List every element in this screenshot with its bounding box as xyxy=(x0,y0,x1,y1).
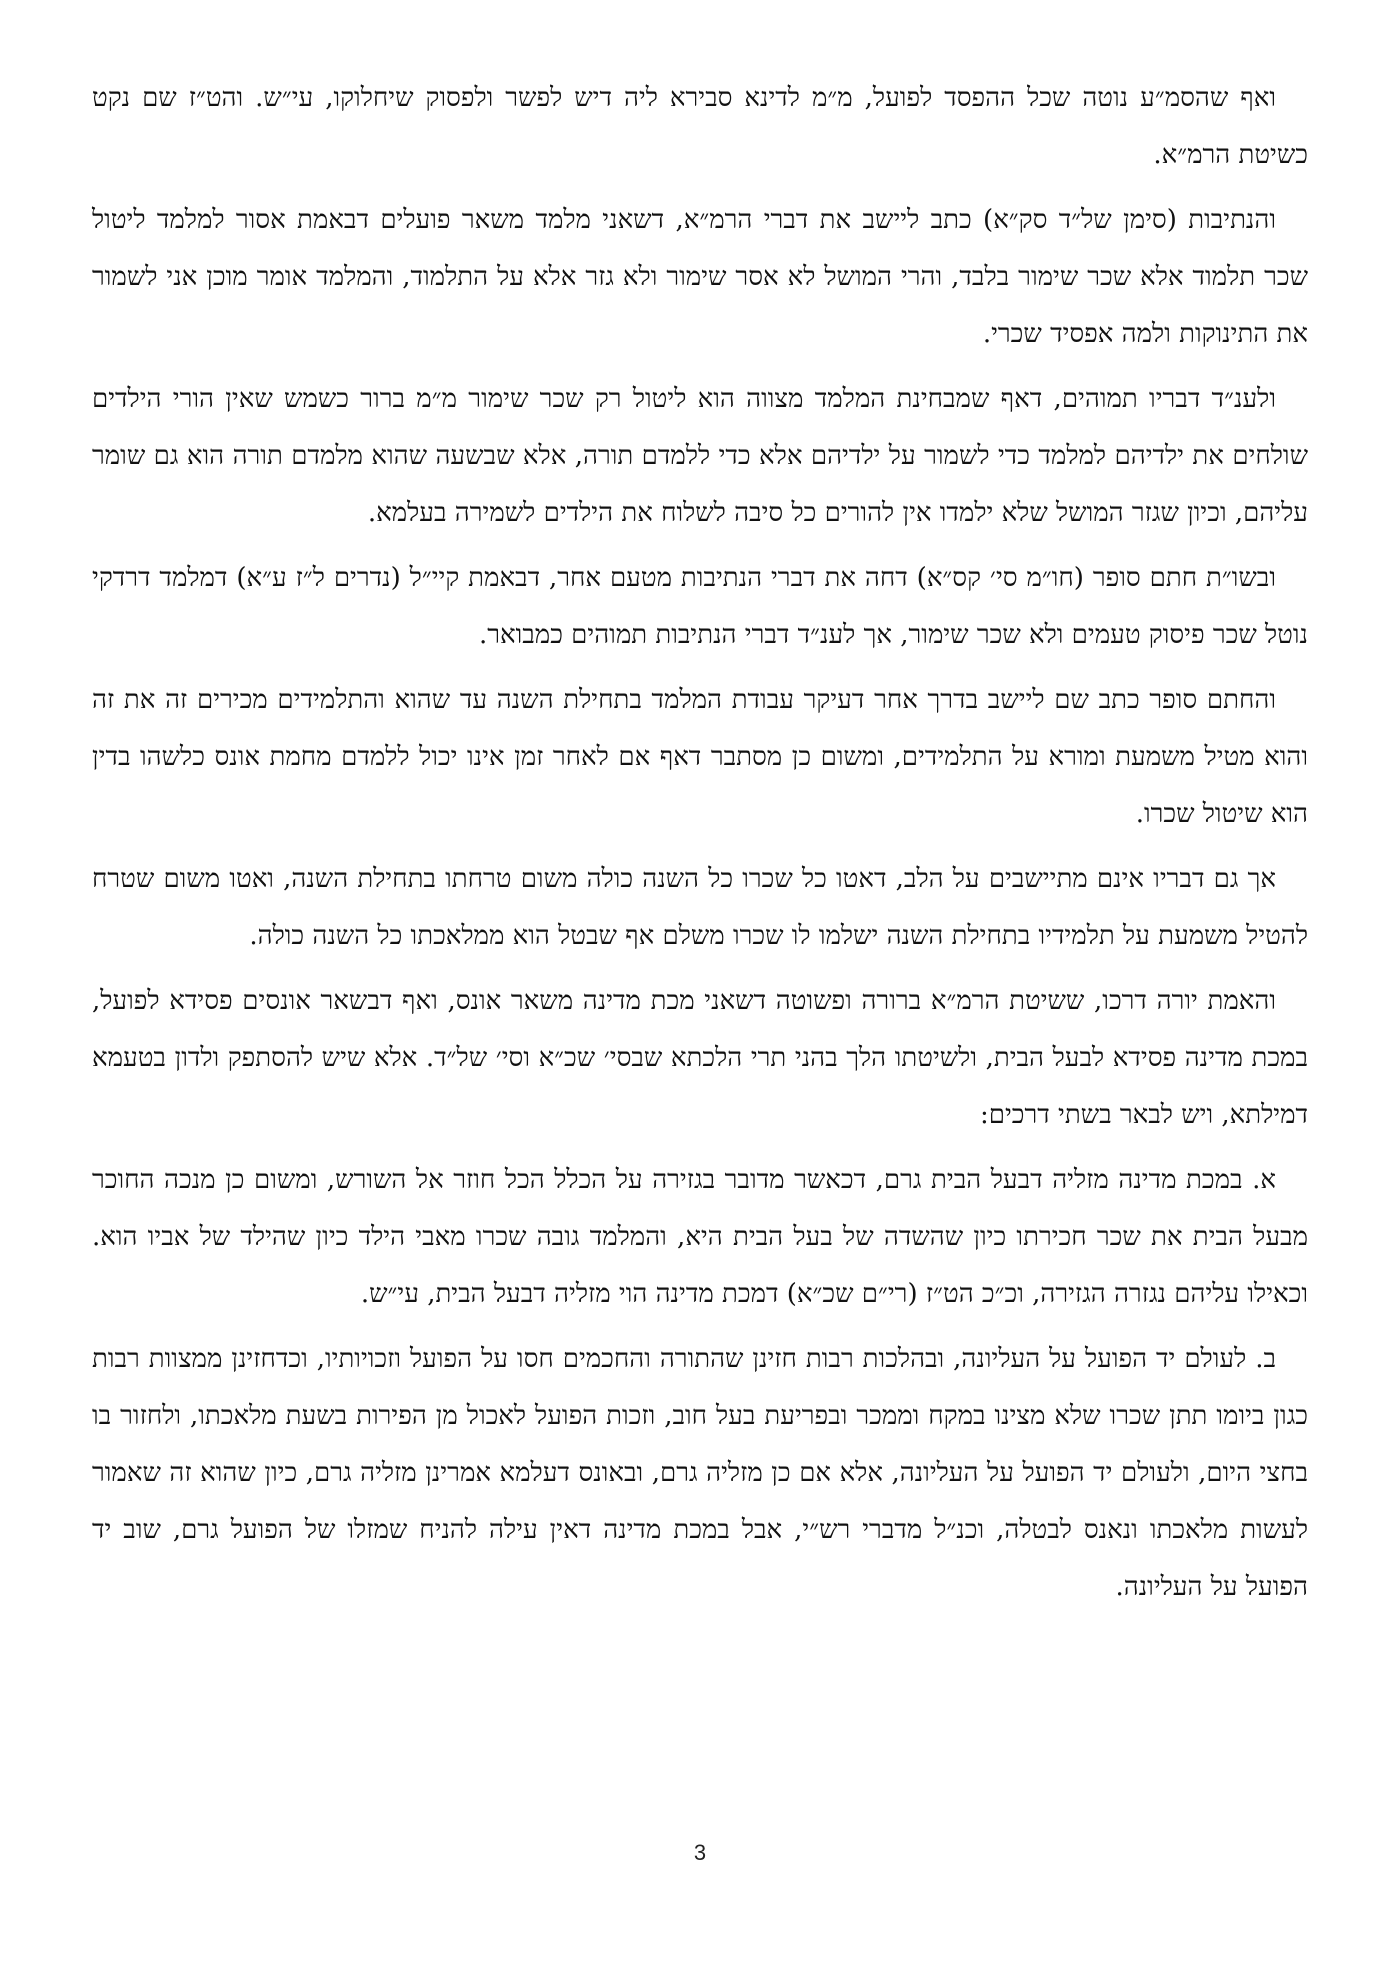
paragraph-8: א. במכת מדינה מזליה דבעל הבית גרם, דכאשר מדובר בגזירה על הכלל הכל חוזר אל השורש, ומשום כן מנכה החוכר מבעל הבית את שכר חכירתו כיון שהשדה של בעל הבית היא, והמלמד גובה שכרו מאבי הילד כיון שהילד של אביו הוא. וכאילו עליהם נגזרה הגזירה, וכ״כ הט״ז (רי״ם שכ״א) דמכת מדינה הוי מזליה דבעל הבית, עי״ש. xyxy=(92,1165,1308,1309)
paragraph-9: ב. לעולם יד הפועל על העליונה, ובהלכות רבות חזינן שהתורה והחכמים חסו על הפועל וזכויותיו, וכדחזינן ממצוות רבות כגון ביומו תתן שכרו שלא מצינו במקח וממכר ובפריעת בעל חוב, וזכות הפועל לאכול מן הפירות בשעת מלאכתו, ולחזור בו בחצי היום, ולעולם יד הפועל על העליונה, אלא אם כן מזליה גרם, ובאונס דעלמא אמרינן מזליה גרם, כיון שהוא זה שאמור לעשות מלאכתו ונאנס לבטלה, וכנ״ל מדברי רש״י, אבל במכת מדינה דאין עילה להניח שמזלו של הפועל גרם, שוב יד הפועל על העליונה. xyxy=(92,1344,1308,1602)
paragraph-4: ובשו״ת חתם סופר (חו״מ סי׳ קס״א) דחה את דברי הנתיבות מטעם אחר, דבאמת קיי״ל (נדרים ל״ז ע״א) דמלמד דרדקי נוטל שכר פיסוק טעמים ולא שכר שימור, אך לענ״ד דברי הנתיבות תמוהים כמבואר. xyxy=(92,563,1308,650)
paragraph-6: אך גם דבריו אינם מתיישבים על הלב, דאטו כל שכרו כל השנה כולה משום טרחתו בתחילת השנה, ואטו משום שטרח להטיל משמעת על תלמידיו בתחילת השנה ישלמו לו שכרו משלם אף שבטל הוא ממלאכתו כל השנה כולה. xyxy=(92,864,1308,951)
paragraph-7: והאמת יורה דרכו, ששיטת הרמ״א ברורה ופשוטה דשאני מכת מדינה משאר אונס, ואף דבשאר אונסים פסידא לפועל, במכת מדינה פסידא לבעל הבית, ולשיטתו הלך בהני תרי הלכתא שבסי׳ שכ״א וסי׳ של״ד. אלא שיש להסתפק ולדון בטעמא דמילתא, ויש לבאר בשתי דרכים: xyxy=(92,986,1308,1130)
paragraph-1: ואף שהסמ״ע נוטה שכל ההפסד לפועל, מ״מ לדינא סבירא ליה דיש לפשר ולפסוק שיחלוקו, עי״ש. והט״ז שם נקט כשיטת הרמ״א. xyxy=(92,83,1308,170)
document-page xyxy=(92,70,1308,1830)
paragraph-3: ולענ״ד דבריו תמוהים, דאף שמבחינת המלמד מצווה הוא ליטול רק שכר שימור מ״מ ברור כשמש שאין הורי הילדים שולחים את ילדיהם למלמד כדי לשמור על ילדיהם אלא כדי ללמדם תורה, אלא שבשעה שהוא מלמדם תורה הוא גם שומר עליהם, וכיון שגזר המושל שלא ילמדו אין להורים כל סיבה לשלוח את הילדים לשמירה בעלמא. xyxy=(92,384,1308,528)
page-number: 3 xyxy=(693,1840,707,1865)
paragraph-5: והחתם סופר כתב שם ליישב בדרך אחר דעיקר עבודת המלמד בתחילת השנה עד שהוא והתלמידים מכירים זה את זה והוא מטיל משמעת ומורא על התלמידים, ומשום כן מסתבר דאף אם לאחר זמן אינו יכול ללמדם מחמת אונס כלשהו בדין הוא שיטול שכרו. xyxy=(92,685,1308,829)
paragraph-2: והנתיבות (סימן של״ד סק״א) כתב ליישב את דברי הרמ״א, דשאני מלמד משאר פועלים דבאמת אסור למלמד ליטול שכר תלמוד אלא שכר שימור בלבד, והרי המושל לא אסר שימור ולא גזר אלא על התלמוד, והמלמד אומר מוכן אני לשמור את התינוקות ולמה אפסיד שכרי. xyxy=(92,205,1308,349)
